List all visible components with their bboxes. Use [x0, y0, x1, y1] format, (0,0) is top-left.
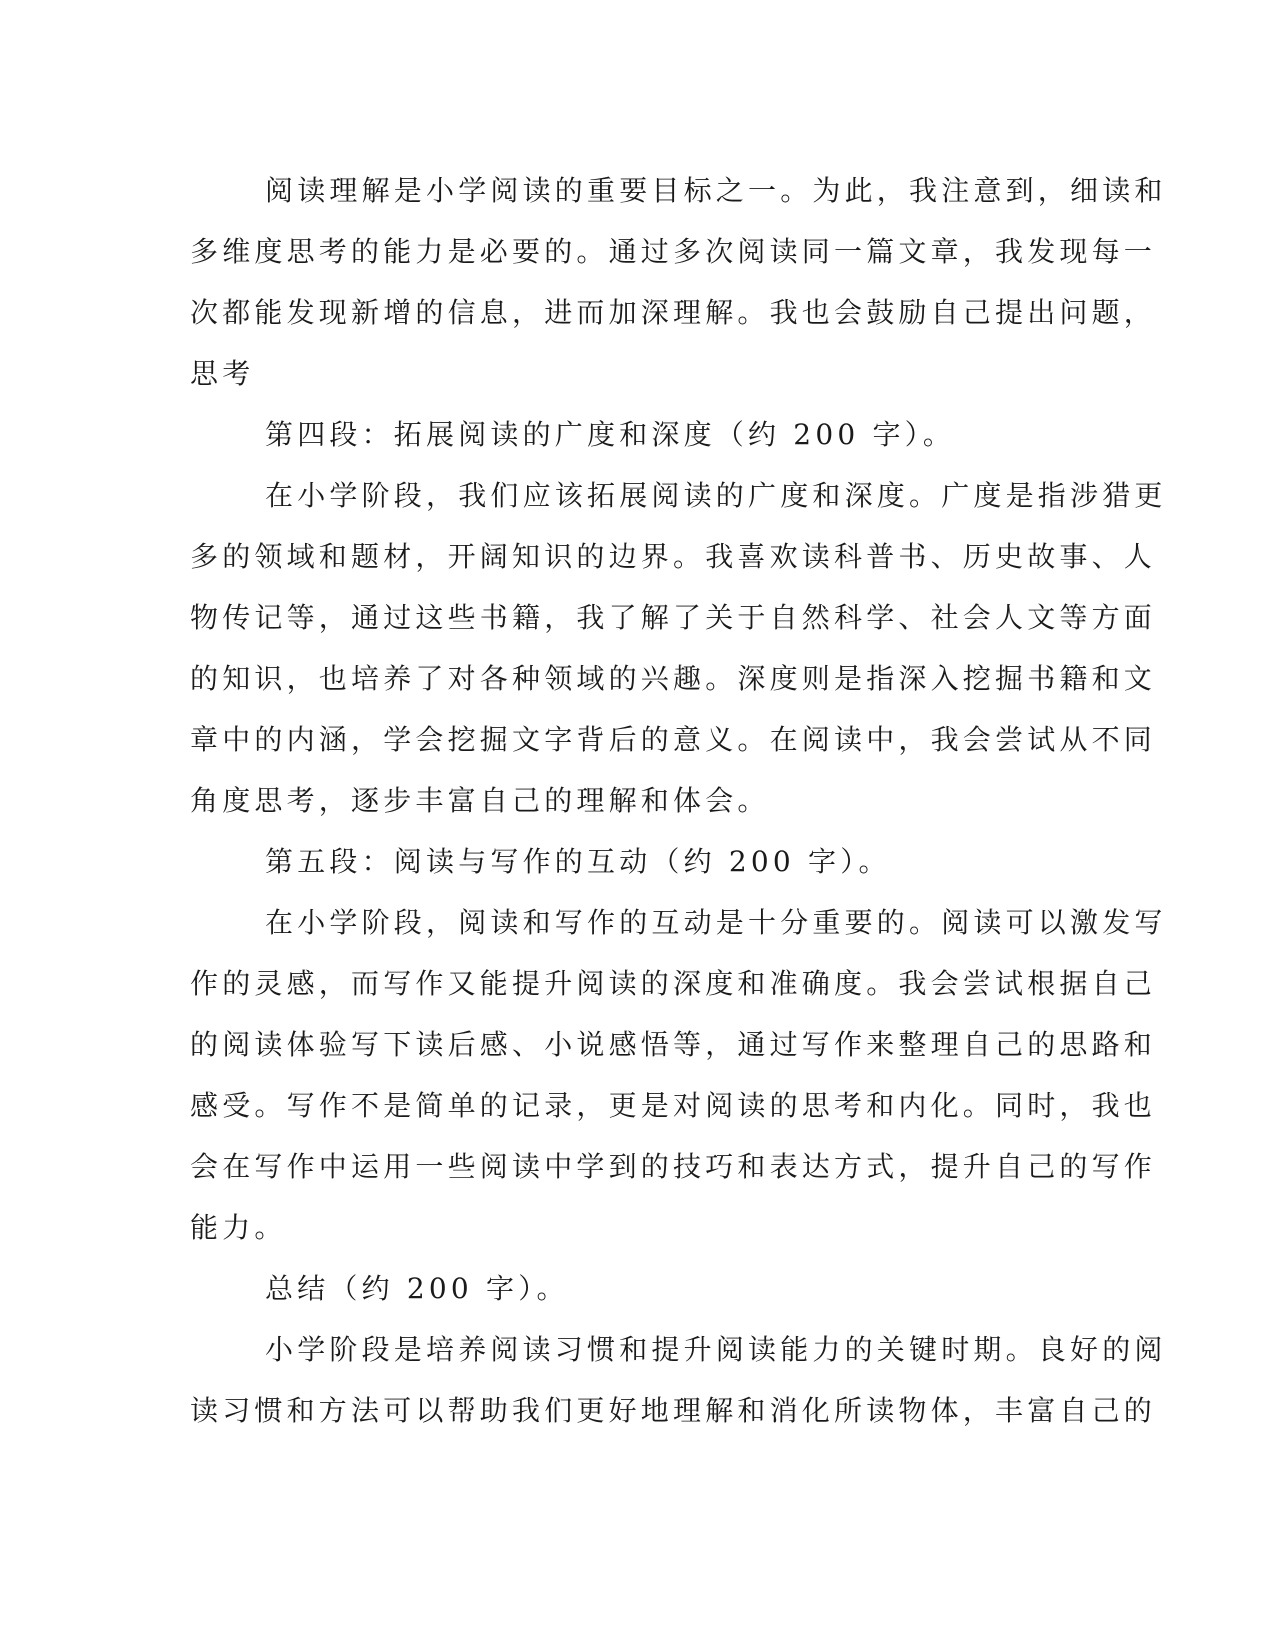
body-line: 角度思考，逐步丰富自己的理解和体会。: [190, 784, 770, 817]
body-line: 章中的内涵，学会挖掘文字背后的意义。在阅读中，我会尝试从不同: [190, 723, 1157, 756]
body-line: 小学阶段是培养阅读习惯和提升阅读能力的关键时期。良好的阅: [265, 1333, 1167, 1366]
body-line: 感受。写作不是简单的记录，更是对阅读的思考和内化。同时，我也: [190, 1089, 1157, 1122]
document-body: [190, 160, 1167, 1441]
body-line: 多的领域和题材，开阔知识的边界。我喜欢读科普书、历史故事、人: [190, 540, 1157, 573]
body-line: 在小学阶段，我们应该拓展阅读的广度和深度。广度是指涉猎更: [265, 479, 1167, 512]
body-line: 多维度思考的能力是必要的。通过多次阅读同一篇文章，我发现每一: [190, 235, 1157, 268]
body-line: 思考: [190, 357, 255, 390]
section-heading: 总结（约 200 字）。: [265, 1272, 569, 1305]
section-heading: 第四段：拓展阅读的广度和深度（约 200 字）。: [265, 418, 956, 451]
body-line: 的知识，也培养了对各种领域的兴趣。深度则是指深入挖掘书籍和文: [190, 662, 1157, 695]
body-line: 物传记等，通过这些书籍，我了解了关于自然科学、社会人文等方面: [190, 601, 1157, 634]
body-line: 的阅读体验写下读后感、小说感悟等，通过写作来整理自己的思路和: [190, 1028, 1157, 1061]
body-line: 能力。: [190, 1211, 287, 1244]
body-line: 读习惯和方法可以帮助我们更好地理解和消化所读物体，丰富自己的: [190, 1394, 1157, 1427]
body-line: 作的灵感，而写作又能提升阅读的深度和准确度。我会尝试根据自己: [190, 967, 1157, 1000]
body-line: 次都能发现新增的信息，进而加深理解。我也会鼓励自己提出问题，: [190, 296, 1157, 329]
body-line: 在小学阶段，阅读和写作的互动是十分重要的。阅读可以激发写: [265, 906, 1167, 939]
body-line: 会在写作中运用一些阅读中学到的技巧和表达方式，提升自己的写作: [190, 1150, 1157, 1183]
section-heading: 第五段：阅读与写作的互动（约 200 字）。: [265, 845, 891, 878]
body-line: 阅读理解是小学阅读的重要目标之一。为此，我注意到，细读和: [265, 174, 1167, 207]
